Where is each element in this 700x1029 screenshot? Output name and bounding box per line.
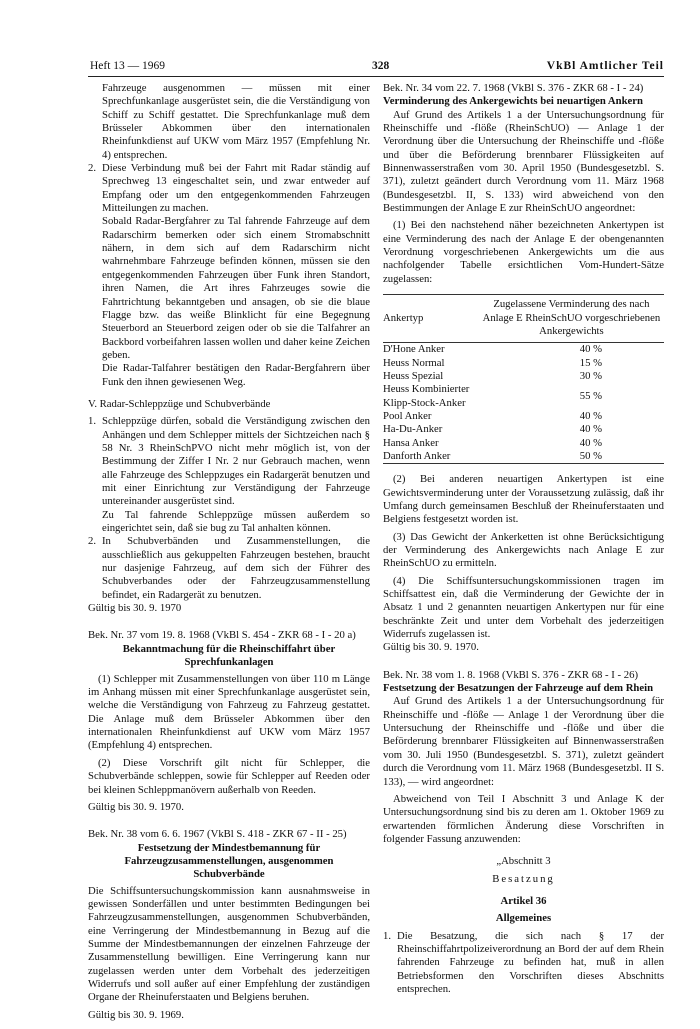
reduction-value: 50 % [479, 450, 664, 464]
paragraph: (2) Bei anderen neuartigen Ankertypen ist eine Gewichtsverminderung unter der Voraussetzung zulässig, daß ihr Umfang durch gemeinsamen Beschluß der Rheinuferstaaten und Belgiens festgesetzt worden ist. [383, 473, 664, 526]
paragraph: Zu Tal fahrende Schleppzüge müssen außerdem so eingerichtet sein, daß sie bug zu Tal anhalten können. [102, 508, 370, 534]
paragraph: Die Radar-Talfahrer bestätigen den Radar-Bergfahrern über Funk den ihnen gewiesenen Weg. [102, 362, 370, 388]
paragraph: Die Besatzung, die sich nach § 17 der Rheinschiffahrtpolizeiverordnung an Bord der auf dem Rhein fahrenden Fahrzeuge zu befinden hat, muß in allen Betriebsformen den Vorschriften dieses Abschnitts entsprechen. [397, 929, 664, 995]
anchor-type: Ha-Du-Anker [383, 423, 443, 436]
paragraph: (4) Die Schiffsuntersuchungskommissionen tragen im Schiffsattest ein, daß die Verminderung der Gewichte der in Absatz 1 und 2 genannten neuartigen Ankertypen nur für eine beschränkte Zeit und unter dem Vorbehalt des jederzeitigen Widerrufs zugelassen ist. [383, 574, 664, 641]
reduction-value: 40 % [579, 409, 602, 422]
table-row [383, 383, 664, 410]
paragraph: (3) Das Gewicht der Ankerketten ist ohne Berücksichtigung der Verminderung des Ankergewichts nach Anlage E zur RheinSchUO zu ermitteln. [383, 530, 664, 570]
issue-label: Heft 13 — 1969 [90, 60, 166, 72]
notice-title: Festsetzung der Besatzungen der Fahrzeuge auf dem Rhein [383, 682, 654, 695]
numbered-item [88, 162, 370, 389]
page-header [90, 60, 664, 76]
paragraph: Diese Verbindung muß bei der Fahrt mit Radar ständig auf Sprechweg 13 eingeschaltet sein, und zwar entweder auf Empfang oder um den entgegenkommenden Fahrzeugen Mitteilungen zu machen. [102, 162, 370, 215]
paragraph: Sobald Radar-Bergfahrer zu Tal fahrende Fahrzeuge auf dem Radarschirm bemerken oder sich einem Stromabschnitt nähern, in dem sich auf dem Radarschirm nicht wahrnehmbare Fahrzeuge befinden können, müssen sie den entgegenkommenden Fahrzeugen über Funk ihren Standort, ihren Namen, die Art ihres Fahrzeuges sowie die Fahrtrichtung bekanntgeben und ansagen, ob sie die blaue Flagge bzw. das weiße Blinklicht für eine Begegnung Steuerbord an Steuerbord zeigen oder ob sie die Talfahrer an Backbord vorbeifahren lassen wollen und daher keine Zeichen geben. [102, 215, 370, 361]
paragraph: Die Schiffsuntersuchungskommission kann ausnahmsweise in gewissen Sonderfällen und unter bestimmten Bedingungen bei Fahrzeugzusammenstellungen, ausgenommen Schubverbänden, eine Verringerung der Mindestbemannung in Bezug auf die Summe der Mindestbemannungen der einzelnen Fahrzeuge der Zusammenstellung bewilligen. Eine Verringerung kann nur zugelassen werden unter dem Vorbehalt des jederzeitigen Widerrufs und soll außer auf einer Empfehlung der zuständigen Organe der Rheinuferstaaten und Belgiens beruhen. [88, 884, 370, 1004]
anchor-type: Danforth Anker [383, 450, 479, 464]
article-subtitle: Allgemeines [495, 912, 552, 925]
notice-reference: Bek. Nr. 38 vom 1. 8. 1968 (VkBl S. 376 - ZKR 68 - I - 26) [383, 668, 639, 681]
anchor-table [383, 294, 664, 464]
section-label: „Abschnitt 3 [496, 855, 551, 868]
right-column [383, 82, 664, 996]
paragraph: Fahrzeuge ausgenommen — müssen mit einer Sprechfunkanlage ausgerüstet sein, die die Verständigung von Schiff zu Schiff gestattet. Die Sprechfunkanlage muß dem Brüsseler Abkommen über den internationalen Rheinfunkdienst auf UKW vom März 1957 (Empfehlung Nr. 4) entsprechen. [102, 82, 370, 161]
anchor-type: Heuss Spezial [383, 369, 444, 382]
notice-reference: Bek. Nr. 37 vom 19. 8. 1968 (VkBl S. 454 - ZKR 68 - I - 20 a) [88, 629, 356, 642]
journal-title: VkBl Amtlicher Teil [546, 60, 664, 72]
item-number: 2. [88, 535, 97, 548]
table-row [383, 450, 664, 464]
table-row [383, 410, 664, 423]
section-subtitle: Besatzung [492, 872, 555, 885]
paragraph: (2) Diese Vorschrift gilt nicht für Schlepper, die Schubverbände schleppen, sowie für Schlepper auf Reeden oder bei kleinen Schleppmanövern außerhalb von Reeden. [88, 756, 370, 796]
table-row [383, 343, 664, 357]
notice-title: Verminderung des Ankergewichts bei neuartigen Ankern [383, 95, 643, 108]
reduction-value: 55 % [579, 389, 602, 402]
anchor-type: Heuss Kombinierter Klipp-Stock-Anker [383, 383, 470, 409]
reduction-value: 15 % [579, 356, 602, 369]
header-rule [88, 76, 664, 77]
paragraph: In Schubverbänden und Zusammenstellungen, die ausschließlich aus gekuppelten Fahrzeugen bestehen, braucht nur dasjenige Fahrzeug, auf dem sich der Führer des Schubverbandes oder der Fahrzeugzusammenstellung befindet, ein Radargerät zu benutzen. [102, 535, 370, 601]
validity-note: Gültig bis 30. 9. 1970. [383, 641, 479, 654]
paragraph: Auf Grund des Artikels 1 a der Untersuchungsordnung für Rheinschiffe und -flöße (RheinSchUO) — Anlage 1 der Verordnung über die Untersuchung der Rheinschiffe und -flöße und über die Beförderung brennbarer Flüssigkeiten auf Binnenwasserstraßen vom 30. April 1950 (Bundesgesetzbl. S. 371), zuletzt geändert durch Verordnung vom 11. März 1968 (Bundesgesetzbl. II, S. 133) wird abweichend von den Bestimmungen der Anlage E zur RheinSchUO angeordnet: [383, 108, 664, 215]
notice-title: Bekanntmachung für die Rheinschiffahrt über Sprechfunkanlagen [122, 642, 336, 668]
numbered-item [88, 415, 370, 535]
item-number: 1. [88, 415, 97, 428]
reduction-value: 30 % [579, 369, 602, 382]
numbered-item [383, 930, 664, 997]
paragraph: (1) Schlepper mit Zusammenstellungen von über 110 m Länge im Anhang müssen mit einer Sprechfunkanlage ausgerüstet sein, welche die Verständigung von Fahrzeug zu Fahrzeug gestattet. Die Anlage muß dem Brüsseler Abkommen über den internationalen Rheinfunkdienst auf UKW vom März 1957 (Empfehlung 4) entsprechen. [88, 672, 370, 752]
notice-title: Festsetzung der Mindestbemannung für Fahrzeugzusammenstellungen, ausgenommen Schubverbände [124, 841, 334, 880]
validity-note: Gültig bis 30. 9. 1970 [88, 602, 182, 615]
table-row [383, 423, 664, 436]
reduction-value: 40 % [579, 343, 602, 356]
table-row [383, 357, 664, 370]
validity-note: Gültig bis 30. 9. 1970. [88, 800, 184, 813]
reduction-value: 40 % [579, 436, 602, 449]
numbered-item [88, 535, 370, 602]
reduction-value: 40 % [579, 423, 602, 436]
anchor-type: Hansa Anker [383, 436, 439, 449]
anchor-type: Heuss Normal [383, 356, 445, 369]
article-title: Artikel 36 [500, 894, 547, 907]
table-row [383, 370, 664, 383]
paragraph: (1) Bei den nachstehend näher bezeichneten Ankertypen ist eine Verminderung des nach der Anlage E der obengenannten Verordnung vorgeschriebenen Ankergewichts um die aus nachfolgender Tabelle ersichtlichen Vom-Hundert-Sätze zugelassen: [383, 219, 664, 285]
paragraph: Abweichend von Teil I Abschnitt 3 und Anlage K der Untersuchungsordnung sind bis zu deren am 1. Oktober 1969 zu erwartenden förmlichen Änderung diese Vorschriften in folgender Fassung anzuwenden: [383, 792, 664, 845]
section-heading: V. Radar-Schleppzüge und Schubverbände [88, 397, 271, 410]
anchor-type: Pool Anker [383, 409, 432, 422]
left-column [88, 82, 370, 1022]
paragraph: Auf Grund des Artikels 1 a der Untersuchungsordnung für Rheinschiffe und -flöße — Anlage 1 der Verordnung über die Untersuchung der Rheinschiffe und -flöße und über die Beförderung brennbarer Flüssigkeiten auf Binnenwasserstraßen vom 30. Juli 1950 (Bundesgesetzbl. S. 371), zuletzt geändert durch die Verordnung vom 11. März 1968 (Bundesgesetzbl. II S. 133), — wird angeordnet: [383, 695, 664, 788]
item-number: 2. [88, 162, 97, 175]
anchor-type: D'Hone Anker [383, 343, 445, 356]
notice-reference: Bek. Nr. 34 vom 22. 7. 1968 (VkBl S. 376 - ZKR 68 - I - 24) [383, 82, 644, 94]
table-header-ankertyp: Ankertyp [383, 295, 479, 343]
page-number: 328 [372, 60, 390, 72]
item-number: 1. [383, 929, 392, 942]
paragraph: Schleppzüge dürfen, sobald die Verständigung zwischen den Anhängen und dem Schlepper mittels der Sichtzeichen nach § 58 Nr. 3 RheinSchPVO nicht mehr möglich ist, von der Bestimmung der Ziffer I Nr. 2 nur Gebrauch machen, wenn alle Fahrzeuge des Schleppzuges ein Radargerät benutzen und mit einer Einrichtung zur Verständigung der Fahrzeuge untereinander ausgerüstet sind. [102, 415, 370, 508]
table-header-reduction: Zugelassene Verminderung des nach Anlage E RheinSchUO vorgeschriebenen Ankergewichts [479, 295, 664, 343]
table-row [383, 437, 664, 450]
validity-note: Gültig bis 30. 9. 1969. [88, 1008, 184, 1021]
notice-reference: Bek. Nr. 38 vom 6. 6. 1967 (VkBl S. 418 - ZKR 67 - II - 25) [88, 828, 347, 841]
